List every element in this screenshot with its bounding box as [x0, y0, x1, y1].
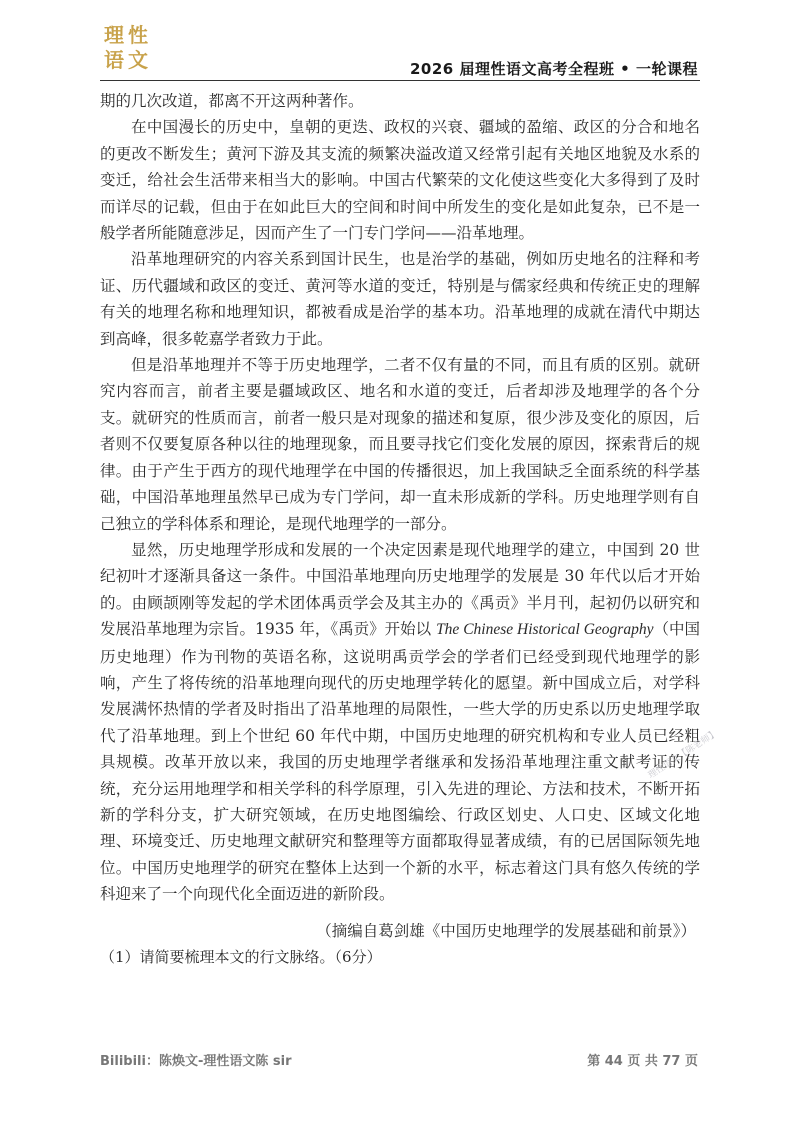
- footer-page-number: 第 44 页 共 77 页: [587, 1054, 698, 1069]
- footer-channel: Bilibili：陈焕文-理性语文陈 sir: [100, 1054, 292, 1069]
- watermark-text: 理性语文【陈老师】: [646, 728, 721, 781]
- logo-char: 性: [128, 23, 148, 47]
- article-source: （摘编自葛剑雄《中国历史地理学的发展基础和前景》）: [316, 922, 696, 940]
- logo-char: 文: [128, 48, 148, 72]
- paragraph-text: 显然，历史地理学形成和发展的一个决定因素是现代地理学的建立，中国到 20 世纪初叶才逐渐具备这一条件。中国沿革地理向历史地理学的发展是 30 年代以后才开始的。由顾颉刚等发起的学术团体禹贡学会及其主办的《禹贡》半月刊，起初仍以研究和发展沿革地理为宗旨。1935 年，《禹贡》开始以: [100, 540, 700, 639]
- logo-char: 理: [104, 23, 124, 47]
- article-paragraph: [100, 537, 700, 908]
- page-header-title: 2026 届理性语文高考全程班 • 一轮课程: [409, 60, 698, 78]
- article-paragraph: 沿革地理研究的内容关系到国计民生，也是治学的基础，例如历史地名的注释和考证、历代疆域和政区的变迁、黄河等水道的变迁，特别是与儒家经典和传统正史的理解有关的地理名称和地理知识，都被看成是治学的基本功。沿革地理的成就在清代中期达到高峰，很多乾嘉学者致力于此。: [100, 250, 700, 348]
- article-paragraph: 在中国漫长的历史中，皇朝的更迭、政权的兴衰、疆域的盈缩、政区的分合和地名的更改不断发生；黄河下游及其支流的频繁决溢改道又经常引起有关地区地貌及水系的变迁，给社会生活带来相当大的影响。中国古代繁荣的文化使这些变化大多得到了及时而详尽的记载，但由于在如此巨大的空间和时间中所发生的变化是如此复杂，已不是一般学者所能随意涉足，因而产生了一门专门学问——沿革地理。: [100, 118, 700, 243]
- article-paragraph: 但是沿革地理并不等于历史地理学，二者不仅有量的不同，而且有质的区别。就研究内容而言，前者主要是疆域政区、地名和水道的变迁，后者却涉及地理学的各个分支。就研究的性质而言，前者一般只是对现象的描述和复原，很少涉及变化的原因，后者则不仅要复原各种以往的地理现象，而且要寻找它们变化发展的原因，探索背后的规律。由于产生于西方的现代地理学在中国的传播很迟，加上我国缺乏全面系统的科学基础，中国沿革地理虽然早已成为专门学问，却一直未形成新的学科。历史地理学则有自己独立的学科体系和理论，是现代地理学的一部分。: [100, 356, 700, 533]
- logo-char: 语: [104, 48, 124, 72]
- brand-logo: [102, 22, 152, 74]
- english-journal-title: The Chinese Historical Geography: [436, 621, 654, 639]
- article-paragraph: 期的几次改道，都离不开这两种著作。: [100, 92, 364, 110]
- paragraph-text: （中国历史地理）作为刊物的英语名称，这说明禹贡学会的学者们已经受到现代地理学的影响，产生了将传统的沿革地理向现代的历史地理学转化的愿望。新中国成立后，对学科发展满怀热情的学者及时指出了沿革地理的局限性，一些大学的历史系以历史地理学取代了沿革地理。到上个世纪 60 年代中期，中国历史地理的研究机构和专业人员已经粗具规模。改革开放以来，我国的历史地理学者继承和发扬沿革地理注重文献考证的传统，充分运用地理学和相关学科的科学原理，引入先进的理论、方法和技术，不断开拓新的学科分支，扩大研究领域，在历史地图编绘、行政区划史、人口史、区域文化地理、环境变迁、历史地理文献研究和整理等方面都取得显著成绩，有的已居国际领先地位。中国历史地理学的研究在整体上达到一个新的水平，标志着这门具有悠久传统的学科迎来了一个向现代化全面迈进的新阶段。: [100, 620, 700, 904]
- article-body: [100, 88, 700, 908]
- question-prompt: （1）请简要梳理本文的行文脉络。（6分）: [100, 948, 382, 966]
- header-divider: [100, 80, 700, 81]
